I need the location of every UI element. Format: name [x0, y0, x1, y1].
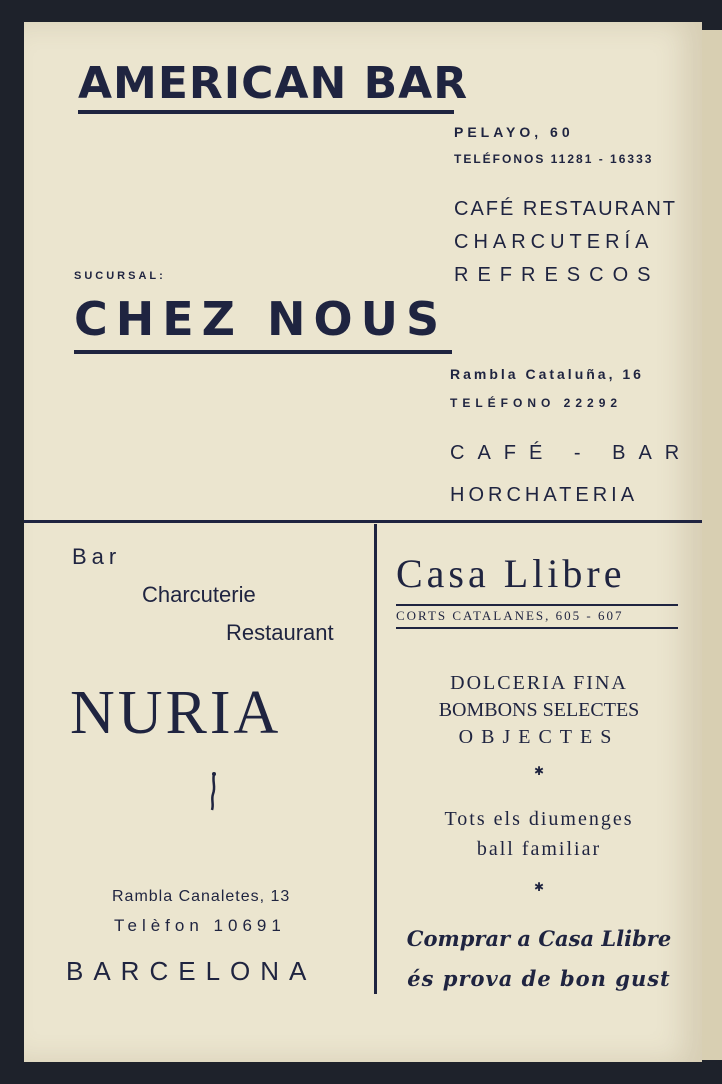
page-edge: [702, 30, 722, 1060]
nuria-line-charcuterie: Charcuterie: [142, 582, 256, 607]
chez-nous-address: Rambla Cataluña, 16: [450, 366, 644, 382]
american-bar-phones: TELÉFONOS 11281 - 16333: [454, 152, 654, 166]
american-bar-service-2: CHARCUTERÍA: [454, 231, 654, 253]
american-bar-title: AMERICAN BAR: [78, 58, 469, 109]
horizontal-divider: [24, 520, 702, 523]
casa-llibre-sunday-1: Tots els diumenges: [444, 808, 634, 830]
chez-nous-service-2: HORCHATERIA: [450, 484, 639, 506]
american-bar-address: PELAYO, 60: [454, 124, 574, 140]
chez-nous-service-1: CAFÉ - BAR: [450, 442, 693, 464]
american-bar-service-1: CAFÉ RESTAURANT: [454, 198, 677, 220]
casa-llibre-rule-top: [396, 604, 678, 606]
nuria-city: BARCELONA: [66, 956, 317, 986]
casa-llibre-address: CORTS CATALANES, 605 - 607: [396, 608, 624, 623]
american-bar-underline: [78, 110, 454, 114]
casa-llibre-title: Casa Llibre: [396, 551, 626, 596]
vertical-divider: [374, 524, 377, 994]
nuria-line-bar: Bar: [72, 544, 122, 569]
casa-llibre-rule-bottom: [396, 627, 678, 629]
casa-llibre-sunday-2: ball familiar: [476, 838, 602, 860]
american-bar-service-3: REFRESCOS: [454, 264, 660, 286]
ornament-icon: [206, 772, 222, 812]
document-page: [24, 22, 702, 1062]
nuria-title: NURIA: [70, 679, 282, 747]
chez-nous-branch-label: SUCURSAL:: [74, 270, 166, 282]
star-ornament-icon: ✱: [533, 764, 545, 778]
casa-llibre-slogan-1: Comprar a Casa Llibre: [406, 926, 672, 951]
nuria-phone: Telèfon 10691: [114, 916, 286, 935]
chez-nous-title: CHEZ NOUS: [74, 292, 448, 346]
casa-llibre-slogan-2: és prova de bon gust: [407, 966, 671, 991]
nuria-line-restaurant: Restaurant: [226, 620, 334, 645]
casa-llibre-product-2: BOMBONS SELECTES: [438, 699, 640, 721]
casa-llibre-product-1: DOLCERIA FINA: [450, 672, 628, 694]
casa-llibre-product-3: OBJECTES: [458, 726, 620, 748]
star-ornament-icon: ✱: [533, 880, 545, 894]
chez-nous-underline: [74, 350, 452, 354]
nuria-address: Rambla Canaletes, 13: [112, 888, 291, 905]
chez-nous-phone: TELÉFONO 22292: [450, 396, 623, 410]
